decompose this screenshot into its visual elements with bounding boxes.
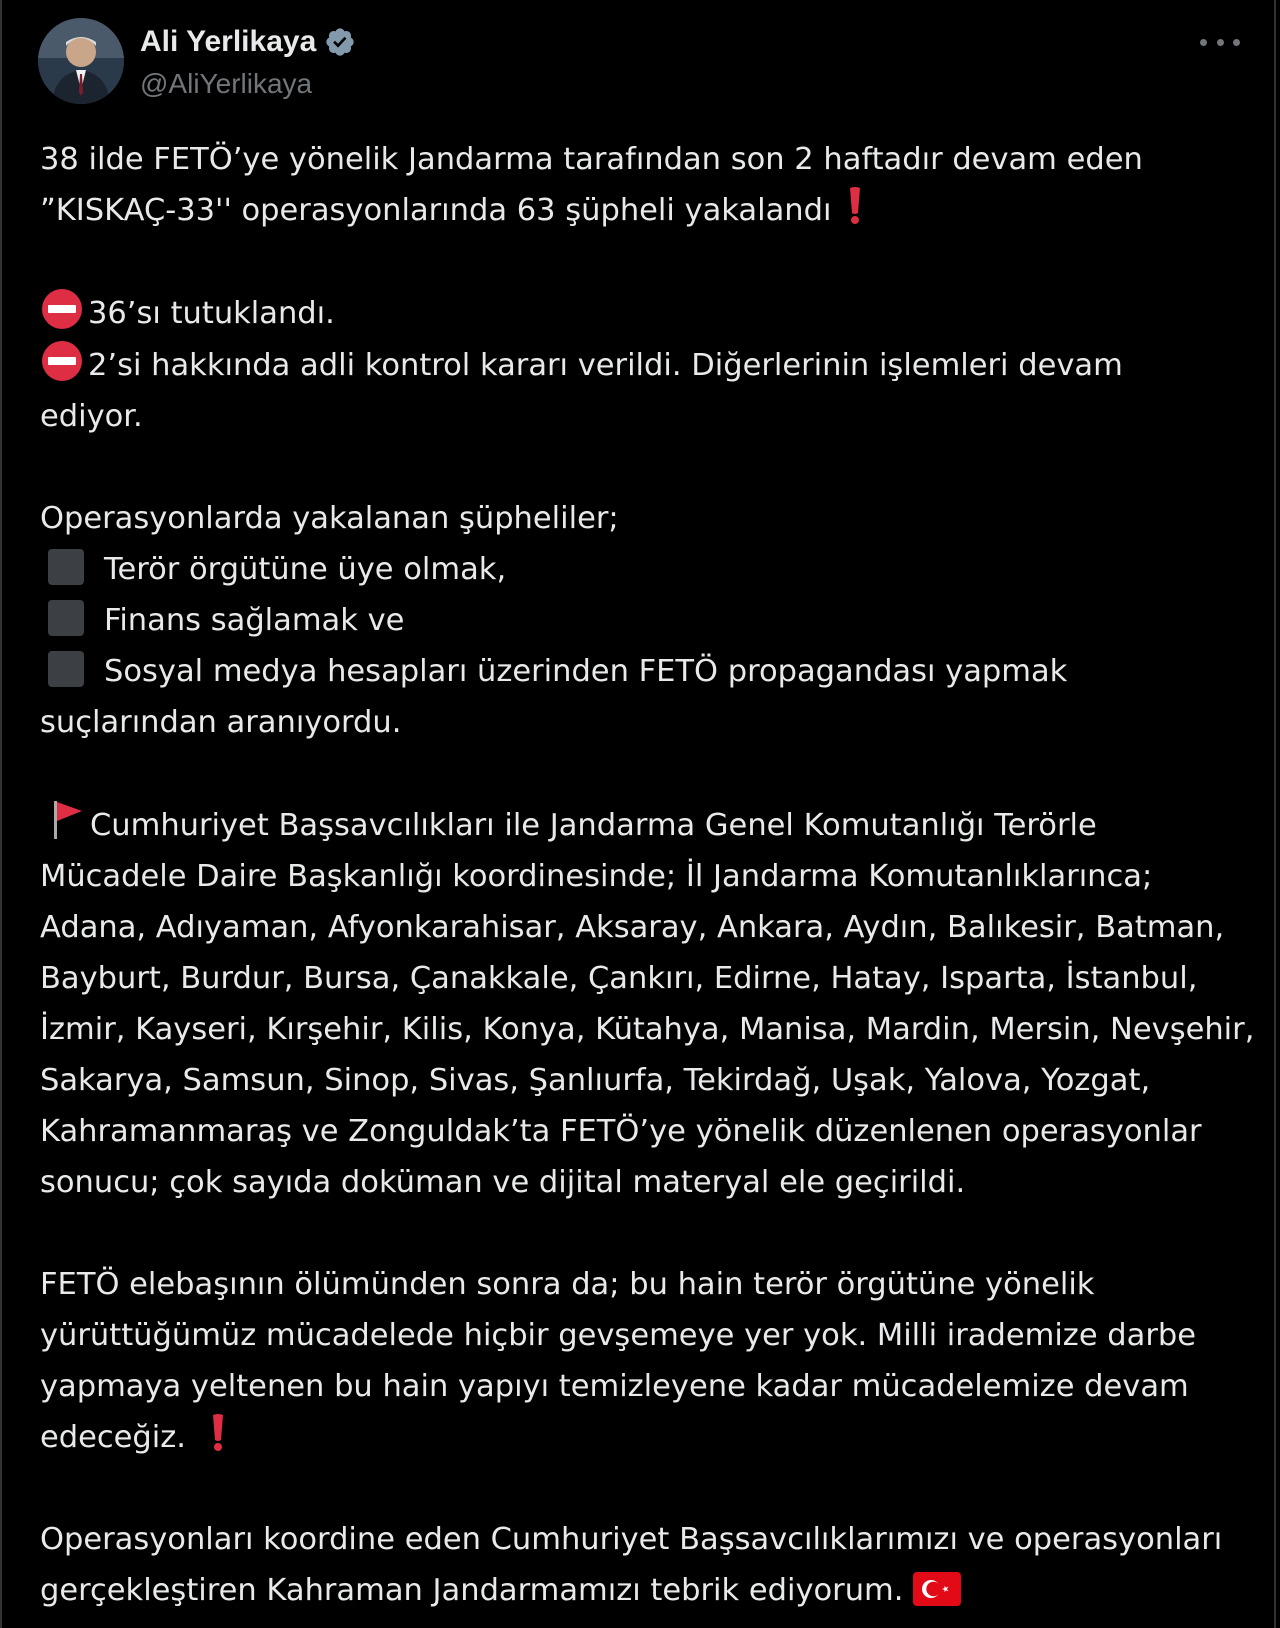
name-row bbox=[140, 22, 356, 62]
text-segment: sonucu; çok sayıda doküman ve dijital materyal ele geçirildi. bbox=[40, 1165, 966, 1200]
text-line bbox=[40, 391, 1240, 442]
paragraph-gap bbox=[40, 236, 1240, 287]
text-segment: Adana, Adıyaman, Afyonkarahisar, Aksaray, Ankara, Aydın, Balıkesir, Batman, bbox=[40, 910, 1225, 945]
text-line bbox=[40, 185, 1240, 236]
text-line bbox=[40, 544, 1240, 595]
text-segment: ediyor. bbox=[40, 399, 143, 434]
text-line bbox=[40, 646, 1240, 697]
text-segment: 38 ilde FETÖ’ye yönelik Jandarma tarafından son 2 haftadır devam eden bbox=[40, 142, 1143, 177]
text-segment: yürüttüğümüz mücadelede hiçbir gevşemeye yer yok. Milli irademize darbe bbox=[40, 1318, 1196, 1353]
text-line bbox=[40, 339, 1240, 391]
text-line bbox=[40, 1157, 1240, 1208]
text-segment: Bayburt, Burdur, Bursa, Çanakkale, Çankırı, Edirne, Hatay, Isparta, İstanbul, bbox=[40, 961, 1198, 996]
text-line bbox=[40, 1361, 1240, 1412]
text-line bbox=[40, 1259, 1240, 1310]
text-line bbox=[40, 493, 1240, 544]
text-line bbox=[40, 1004, 1255, 1055]
no-entry-icon bbox=[40, 287, 84, 331]
text-line bbox=[40, 953, 1240, 1004]
text-segment: Terör örgütüne üye olmak, bbox=[104, 552, 507, 587]
text-segment: Mücadele Daire Başkanlığı koordinesinde; İl Jandarma Komutanlıklarınca; bbox=[40, 859, 1153, 894]
more-dot bbox=[1233, 39, 1240, 46]
text-line bbox=[40, 799, 1240, 851]
text-line bbox=[40, 595, 1240, 646]
text-line bbox=[40, 1565, 1240, 1616]
text-line bbox=[40, 134, 1240, 185]
text-segment: Finans sağlamak ve bbox=[104, 603, 405, 638]
text-segment: suçlarından aranıyordu. bbox=[40, 705, 402, 740]
text-segment: Cumhuriyet Başsavcılıkları ile Jandarma Genel Komutanlığı Terörle bbox=[90, 808, 1097, 843]
text-line bbox=[40, 1514, 1240, 1565]
tweet-header bbox=[38, 18, 356, 106]
text-segment: Sakarya, Samsun, Sinop, Sivas, Şanlıurfa, Tekirdağ, Uşak, Yalova, Yozgat, bbox=[40, 1063, 1151, 1098]
paragraph-gap bbox=[40, 1208, 1240, 1259]
text-segment: 36’sı tutuklandı. bbox=[88, 296, 335, 331]
text-line bbox=[40, 1412, 1240, 1463]
text-segment: İzmir, Kayseri, Kırşehir, Kilis, Konya, Kütahya, Manisa, Mardin, Mersin, Nevşehir, bbox=[40, 1012, 1255, 1047]
no-entry-icon bbox=[40, 339, 84, 383]
more-dot bbox=[1200, 39, 1207, 46]
tweet-text bbox=[40, 134, 1255, 1616]
turkey-flag-icon bbox=[913, 1572, 961, 1606]
paragraph-gap bbox=[40, 442, 1240, 493]
text-segment: FETÖ elebaşının ölümünden sonra da; bu hain terör örgütüne yönelik bbox=[40, 1267, 1095, 1302]
text-line bbox=[40, 287, 1240, 339]
text-line bbox=[40, 851, 1240, 902]
author-display-name[interactable]: Ali Yerlikaya bbox=[140, 25, 317, 58]
text-line bbox=[40, 1106, 1240, 1157]
text-segment: edeceğiz. bbox=[40, 1420, 186, 1455]
red-exclamation-icon bbox=[845, 186, 865, 226]
text-segment: Operasyonlarda yakalanan şüpheliler; bbox=[40, 501, 619, 536]
black-square-icon bbox=[48, 549, 84, 585]
paragraph-gap bbox=[40, 1463, 1240, 1514]
text-segment: Operasyonları koordine eden Cumhuriyet Başsavcılıklarımızı ve operasyonları bbox=[40, 1522, 1223, 1557]
text-segment: Sosyal medya hesapları üzerinden FETÖ propagandası yapmak bbox=[104, 654, 1068, 689]
text-segment: Kahramanmaraş ve Zonguldak’ta FETÖ’ye yönelik düzenlenen operasyonlar bbox=[40, 1114, 1202, 1149]
text-line bbox=[40, 1310, 1240, 1361]
black-square-icon bbox=[48, 651, 84, 687]
red-exclamation-icon bbox=[208, 1413, 228, 1453]
more-dot bbox=[1217, 39, 1224, 46]
text-line bbox=[40, 1055, 1240, 1106]
text-line bbox=[40, 697, 1240, 748]
black-square-icon bbox=[48, 600, 84, 636]
text-line bbox=[40, 902, 1240, 953]
paragraph-gap bbox=[40, 748, 1240, 799]
text-segment: gerçekleştiren Kahraman Jandarmamızı tebrik ediyorum. bbox=[40, 1573, 904, 1608]
avatar[interactable] bbox=[38, 18, 124, 104]
text-segment: 2’si hakkında adli kontrol kararı verildi. Diğerlerinin işlemleri devam bbox=[88, 348, 1123, 383]
triangular-flag-icon bbox=[50, 799, 86, 841]
verified-badge-icon bbox=[324, 26, 356, 58]
author-handle[interactable]: @AliYerlikaya bbox=[140, 68, 313, 99]
author-names bbox=[140, 18, 356, 100]
text-segment: yapmaya yeltenen bu hain yapıyı temizleyene kadar mücadelemize devam bbox=[40, 1369, 1189, 1404]
text-segment: ”KISKAÇ-33'' operasyonlarında 63 şüpheli yakalandı bbox=[40, 193, 832, 228]
more-options-icon[interactable] bbox=[1200, 30, 1240, 54]
